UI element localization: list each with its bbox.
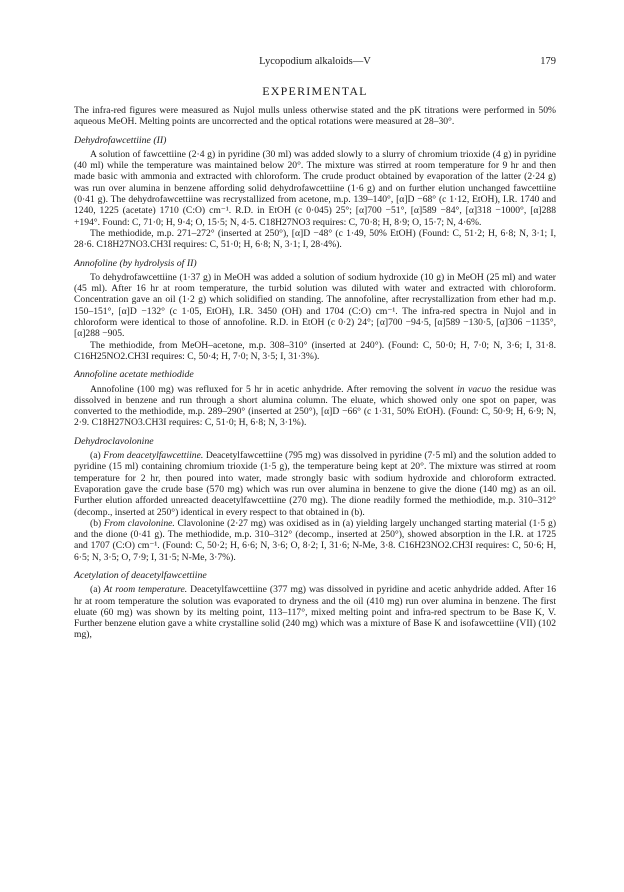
italic-run: From clavolonine. xyxy=(103,517,175,529)
section-paragraph xyxy=(74,518,556,563)
section-heading: Annofoline (by hydrolysis of II) xyxy=(74,257,197,269)
compound-sections xyxy=(74,135,556,641)
section-paragraph xyxy=(74,149,556,228)
text-run: Annofoline (100 mg) was refluxed for 5 hr in acetic anhydride. After removing the solvent xyxy=(90,383,458,395)
section-heading: Acetylation of deacetylfawcettiine xyxy=(74,569,207,581)
italic-run: At room temperature. xyxy=(103,584,188,596)
section-heading: Annofoline acetate methiodide xyxy=(74,369,194,381)
section-paragraph xyxy=(74,384,556,429)
text-run: A solution of fawcettiine (2·4 g) in pyridine (30 ml) was added slowly to a slurry of chromium trioxide (4 g) in pyridine (40 ml) while the temperature was maintained below 20°. The mixture was stirred at room temperature for 9 hr and then made basic with ammonia and extracted with chloroform. The crude product obtained by evaporation of the latter (2·24 g) was run over alumina in benzene affording solid dehydrofawcettiine (1·6 g) and on further elution unchanged fawcettiine (0·41 g). The dehydrofawcettiine was recrystallized from acetone, m.p. 139–140°, [α]D −68° (c 1·12, EtOH), I.R. 1740 and 1240, 1225 (acetate) 1710 (C:O) cm⁻¹. R.D. in EtOH (c 0·045) 25°; [α]700 −51°, [α]589 −84°, [α]318 −1000°, [α]288 +194°. Found: C, 71·0; H, 9·4; O, 15·5; N, 4·5. C18H27NO3 requires: C, 70·8; H, 8·9; O, 15·7; N, 4·6%. xyxy=(74,148,556,228)
section-paragraph xyxy=(74,450,556,518)
running-title: Lycopodium alkaloids—V xyxy=(259,56,371,67)
text-run: (b) xyxy=(90,517,104,529)
text-run: (a) xyxy=(90,584,104,596)
section-paragraph xyxy=(74,228,556,251)
article-body xyxy=(74,84,556,641)
section-heading: Dehydroclavolonine xyxy=(74,435,154,447)
text-run: The methiodide, from MeOH–acetone, m.p. 308–310° (inserted at 240°). (Found: C, 50·0; H, 7·0; N, 3·6; I, 31·8. C16H25NO2.CH3I requires: C, 50·4; H, 7·0; N, 3·5; I, 31·3%). xyxy=(74,339,556,362)
text-run: The methiodide, m.p. 271–272° (inserted at 250°), [α]D −48° (c 1·49, 50% EtOH) (Found: C, 51·2; H, 6·8; N, 3·1; I, 28·6. C18H27NO3.CH3I requires: C, 51·0; H, 6·8; N, 3·1; I, 28·4%). xyxy=(74,227,556,251)
text-run: Clavolonine (2·27 mg) was oxidised as in (a) yielding largely unchanged starting material (1·5 g) and the dione (0·41 g). The methiodide, m.p. 310–312° (decomp., inserted at 250°), showed absorption in the I.R. at 1725 and 1707 (C:O) cm⁻¹. (Found: C, 50·2; H, 6·6; N, 3·6; O, 8·2; I, 31·6; N-Me, 3·8. C16H23NO2.CH3I requires: C, 50·6; H, 6·5; N, 3·5; O, 7·9; I, 31·5; N-Me, 3·7%). xyxy=(74,517,557,563)
section-paragraph xyxy=(74,340,556,363)
italic-run: in vacuo xyxy=(457,383,492,395)
text-run: the residue was dissolved in benzene and run through a short alumina column. The eluate, which showed only one spot on paper, was converted to the methiodide, m.p. 289–290° (inserted at 250°), [α]D −66° (c 1·31, 50% EtOH). (Found: C, 50·9; H, 6·9; N, 2·9. C18H27NO3.CH3I requires: C, 51·0; H, 6·8; N, 3·1%). xyxy=(74,383,556,429)
section-heading: Dehydrofawcettiine (II) xyxy=(74,134,167,146)
section-paragraph xyxy=(74,272,556,340)
experimental-heading: EXPERIMENTAL xyxy=(262,84,368,98)
section-paragraph xyxy=(74,584,556,640)
italic-run: From deacetylfawcettiine. xyxy=(103,450,204,462)
page-number: 179 xyxy=(540,56,556,67)
text-run: Deacetylfawcettiine (377 mg) was dissolved in pyridine and acetic anhydride added. After 16 hr at room temperature the solution was evaporated to dryness and the oil (410 mg) run over alumina in benzene. The first eluate (60 mg) was shown by its melting point, 113–117°, mixed melting point and infra-red spectrum to be Base K, V. Further benzene elution gave a white crystalline solid (240 mg) which was a mixture of Base K and isofawcettiine (VII) (102 mg), xyxy=(74,584,557,641)
text-run: Deacetylfawcettiine (795 mg) was dissolved in pyridine (7·5 ml) and the solution added to pyridine (15 ml) containing chromium trioxide (1·5 g), the temperature being kept at 20°. The mixture was stirred at room temperature for 2 hr, then poured into water, made strongly basic with sodium hydroxide and chloroform extracted. Evaporation gave the crude base (570 mg) which was run over alumina in benzene to give the dione (140 mg) as an oil. Further elution afforded unreacted deacetylfawcettiine (270 mg). The dione readily formed the methiodide, m.p. 310–312° (decomp., inserted at 250°) identical in every respect to that obtained in (b). xyxy=(74,450,557,518)
text-run: To dehydrofawcettiine (1·37 g) in MeOH was added a solution of sodium hydroxide (10 g) in MeOH (25 ml) and water (45 ml). After 16 hr at room temperature, the turbid solution was diluted with water and extracted with chloroform. Concentration gave an oil (1·2 g) which solidified on standing. The annofoline, after recrystallization from ether had m.p. 150–151°, [α]D −132° (c 1·05, EtOH), I.R. 3450 (OH) and 1704 (C:O) cm⁻¹. The infra-red spectra in Nujol and in chloroform were identical to those of annofoline. R.D. in EtOH (c 0·2) 24°; [α]700 −94·5, [α]589 −130·5, [α]306 −1135°, [α]288 −905. xyxy=(74,271,556,340)
experimental-intro: The infra-red figures were measured as Nujol mulls unless otherwise stated and the pK titrations were performed in 50% aqueous MeOH. Melting points are uncorrected and the optical rotations were measured at 28–30°. xyxy=(74,105,556,128)
running-head xyxy=(74,56,556,72)
text-run: (a) xyxy=(90,450,104,462)
